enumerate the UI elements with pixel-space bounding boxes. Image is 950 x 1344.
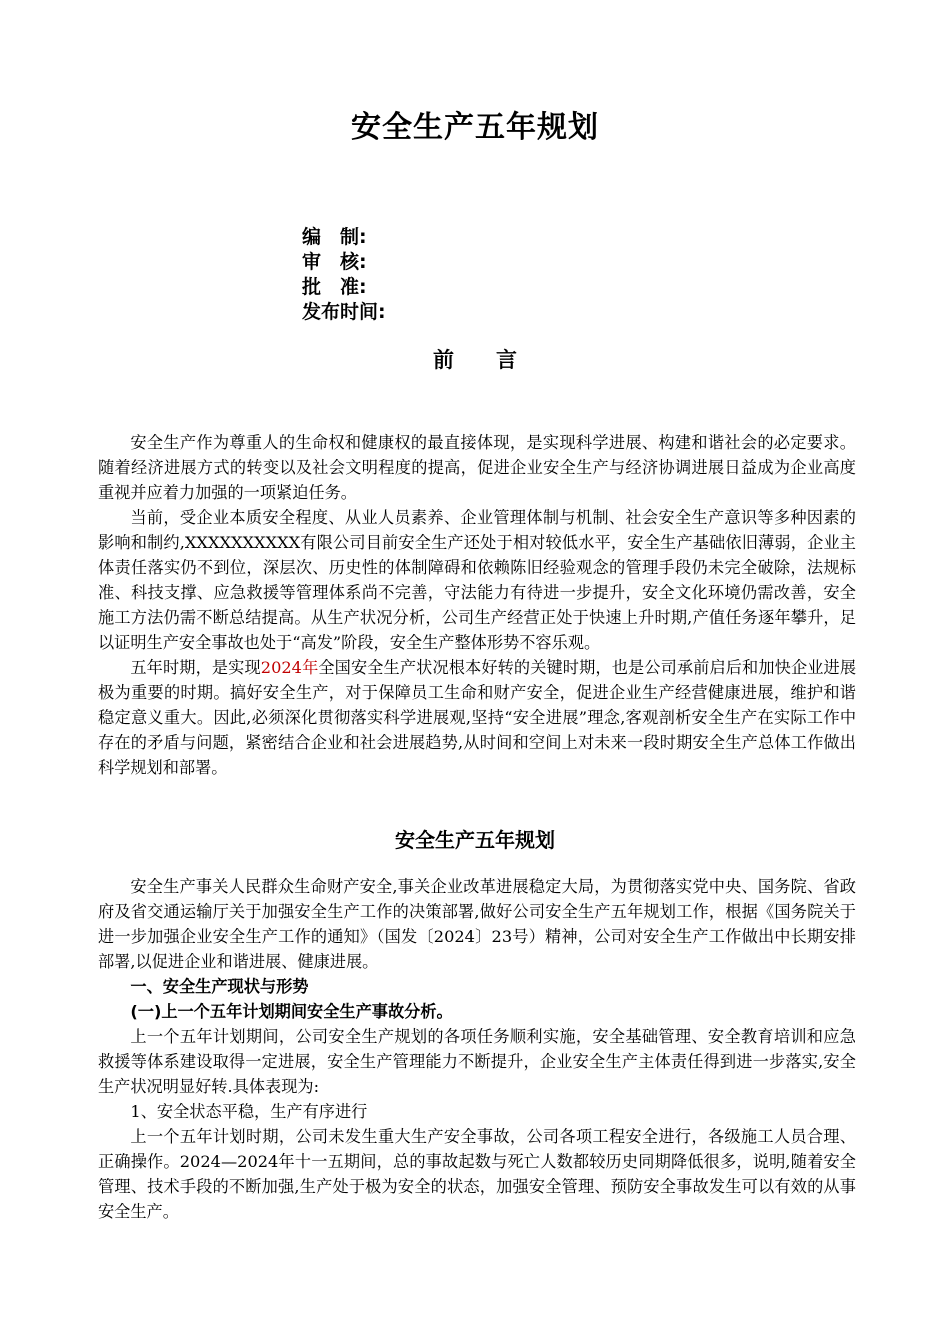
publish-time-label: 发布时间: <box>302 301 386 323</box>
plan-body <box>98 874 856 1224</box>
plan-paragraph-2: 上一个五年计划期间，公司安全生产规划的各项任务顺利实施，安全基础管理、安全教育培训和应急救援等体系建设取得一定进展，安全生产管理能力不断提升，企业安全生产主体责任得到进一步落实,安全生产状况明显好转.具体表现为: <box>98 1027 856 1096</box>
preface-body <box>98 430 856 780</box>
document-title: 安全生产五年规划 <box>351 110 599 145</box>
section-heading-1: 一、安全生产现状与形势 <box>130 977 309 996</box>
preface-heading: 前 言 <box>433 348 517 372</box>
plan-paragraph-1: 安全生产事关人民群众生命财产安全,事关企业改革进展稳定大局，为贯彻落实党中央、国务院、省政府及省交通运输厅关于加强安全生产工作的决策部署,做好公司安全生产五年规划工作，根据《国务院关于进一步加强企业安全生产工作的通知》（国发〔2024〕23号）精神，公司对安全生产工作做出中长期安排部署,以促进企业和谐进展、健康进展。 <box>98 877 856 971</box>
approval-block <box>302 225 386 325</box>
highlighted-year: 2024年 <box>260 658 319 677</box>
reviewer-label: 审 核: <box>302 251 367 273</box>
approver-label: 批 准: <box>302 276 367 298</box>
preface-p3-start: 五年时期，是实现 <box>130 658 261 677</box>
preface-paragraph-2: 当前，受企业本质安全程度、从业人员素养、企业管理体制与机制、社会安全生产意识等多种因素的影响和制约,XXXXXXXXXX有限公司目前安全生产还处于相对较低水平，安全生产基础依旧薄弱，企业主体责任落实仍不到位，深层次、历史性的体制障碍和依赖陈旧经验观念的管理手段仍未完全破除，法规标准、科技支撑、应急救援等管理体系尚不完善，守法能力有待进一步提升，安全文化环境仍需改善，安全施工方法仍需不断总结提高。从生产状况分析，公司生产经营正处于快速上升时期,产值任务逐年攀升，足以证明生产安全事故也处于“高发”阶段，安全生产整体形势不容乐观。 <box>98 508 856 652</box>
preface-paragraph-1: 安全生产作为尊重人的生命权和健康权的最直接体现，是实现科学进展、构建和谐社会的必定要求。随着经济进展方式的转变以及社会文明程度的提高，促进企业安全生产与经济协调进展日益成为企业高度重视并应着力加强的一项紧迫任务。 <box>98 433 856 502</box>
preface-p3-end: 全国安全生产状况根本好转的关键时期，也是公司承前启后和加快企业进展极为重要的时期。搞好安全生产，对于保障员工生命和财产安全，促进企业生产经营健康进展，维护和谐稳定意义重大。因此,必须深化贯彻落实科学进展观,坚持“安全进展”理念,客观剖析安全生产在实际工作中存在的矛盾与问题，紧密结合企业和社会进展趋势,从时间和空间上对未来一段时期安全生产总体工作做出科学规划和部署。 <box>98 658 857 777</box>
plan-heading: 安全生产五年规划 <box>395 828 555 852</box>
editor-label: 编 制: <box>302 226 367 248</box>
plan-paragraph-3: 上一个五年计划时期，公司未发生重大生产安全事故，公司各项工程安全进行，各级施工人员合理、正确操作。2024—2024年十一五期间，总的事故起数与死亡人数都较历史同期降低很多，说明,随着安全管理、技术手段的不断加强,生产处于极为安全的状态，加强安全管理、预防安全事故发生可以有效的从事安全生产。 <box>98 1127 856 1221</box>
preface-paragraph-3 <box>98 655 856 780</box>
subsection-heading-1: (一)上一个五年计划期间安全生产事故分析。 <box>130 1002 453 1021</box>
list-item-1: 1、安全状态平稳，生产有序进行 <box>130 1102 368 1121</box>
